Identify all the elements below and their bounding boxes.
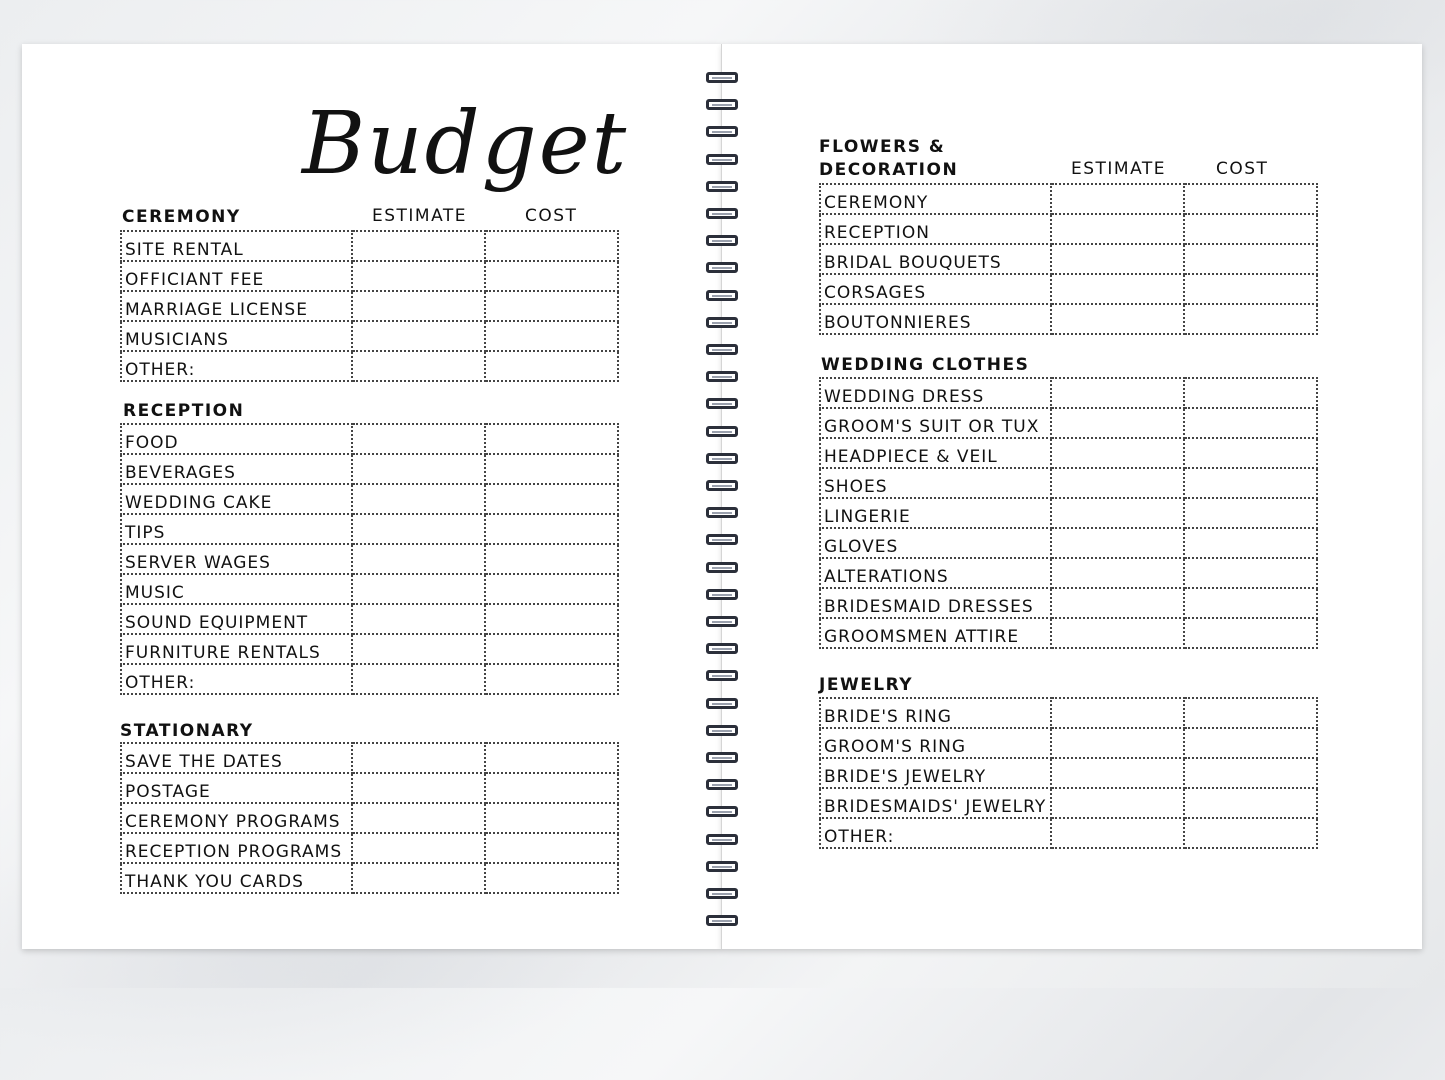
row-label: BRIDAL BOUQUETS <box>820 244 1051 274</box>
table-row <box>820 588 1317 618</box>
cost-cell[interactable] <box>1184 438 1317 468</box>
row-label: HEADPIECE & VEIL <box>820 438 1051 468</box>
spiral-ring <box>706 806 738 817</box>
row-label: POSTAGE <box>121 773 352 803</box>
cost-cell[interactable] <box>1184 818 1317 848</box>
table-row <box>820 698 1317 728</box>
estimate-cell[interactable] <box>1051 468 1184 498</box>
cost-cell[interactable] <box>485 514 618 544</box>
column-header-estimate: ESTIMATE <box>1071 159 1167 179</box>
table-row <box>121 261 618 291</box>
estimate-cell[interactable] <box>1051 244 1184 274</box>
table-row <box>820 468 1317 498</box>
section-heading-reception: RECEPTION <box>123 401 245 421</box>
estimate-cell[interactable] <box>1051 438 1184 468</box>
row-label: MARRIAGE LICENSE <box>121 291 352 321</box>
cost-cell[interactable] <box>1184 468 1317 498</box>
row-label: BRIDE'S JEWELRY <box>820 758 1051 788</box>
cost-cell[interactable] <box>1184 498 1317 528</box>
table-row <box>121 484 618 514</box>
estimate-cell[interactable] <box>352 773 485 803</box>
row-label: TIPS <box>121 514 352 544</box>
table-row <box>121 833 618 863</box>
table-row <box>121 803 618 833</box>
row-label: GROOMSMEN ATTIRE <box>820 618 1051 648</box>
spiral-ring <box>706 589 738 600</box>
cost-cell[interactable] <box>485 351 618 381</box>
spiral-ring <box>706 154 738 165</box>
heading-line: DECORATION <box>819 160 959 180</box>
cost-cell[interactable] <box>1184 274 1317 304</box>
estimate-cell[interactable] <box>1051 558 1184 588</box>
table-row <box>121 291 618 321</box>
table-row <box>820 408 1317 438</box>
estimate-cell[interactable] <box>352 803 485 833</box>
spiral-ring <box>706 480 738 491</box>
estimate-cell[interactable] <box>1051 274 1184 304</box>
cost-cell[interactable] <box>485 231 618 261</box>
spiral-ring <box>706 861 738 872</box>
stationary-table <box>120 742 619 894</box>
spiral-ring <box>706 290 738 301</box>
table-row <box>121 634 618 664</box>
spiral-ring <box>706 562 738 573</box>
cost-cell[interactable] <box>1184 528 1317 558</box>
cost-cell[interactable] <box>1184 588 1317 618</box>
cost-cell[interactable] <box>485 261 618 291</box>
estimate-cell[interactable] <box>1051 304 1184 334</box>
estimate-cell[interactable] <box>1051 528 1184 558</box>
cost-cell[interactable] <box>485 574 618 604</box>
estimate-cell[interactable] <box>352 544 485 574</box>
table-row <box>121 321 618 351</box>
table-row <box>121 351 618 381</box>
row-label: OTHER: <box>121 664 352 694</box>
spiral-ring <box>706 507 738 518</box>
estimate-cell[interactable] <box>1051 618 1184 648</box>
estimate-cell[interactable] <box>352 454 485 484</box>
reception-table <box>120 423 619 695</box>
spiral-ring <box>706 453 738 464</box>
row-label: SITE RENTAL <box>121 231 352 261</box>
spiral-ring <box>706 779 738 790</box>
table-row <box>121 424 618 454</box>
table-row <box>820 558 1317 588</box>
estimate-cell[interactable] <box>352 634 485 664</box>
cost-cell[interactable] <box>485 604 618 634</box>
estimate-cell[interactable] <box>1051 758 1184 788</box>
cost-cell[interactable] <box>485 743 618 773</box>
cost-cell[interactable] <box>485 664 618 694</box>
row-label: OTHER: <box>121 351 352 381</box>
row-label: OFFICIANT FEE <box>121 261 352 291</box>
cost-cell[interactable] <box>485 454 618 484</box>
spiral-ring <box>706 126 738 137</box>
cost-cell[interactable] <box>1184 214 1317 244</box>
estimate-cell[interactable] <box>352 574 485 604</box>
table-row <box>820 184 1317 214</box>
spiral-ring <box>706 834 738 845</box>
spiral-ring <box>706 616 738 627</box>
section-heading-jewelry: JEWELRY <box>819 675 914 695</box>
estimate-cell[interactable] <box>1051 788 1184 818</box>
cost-cell[interactable] <box>485 863 618 893</box>
section-heading-stationary: STATIONARY <box>120 721 254 741</box>
cost-cell[interactable] <box>1184 408 1317 438</box>
estimate-cell[interactable] <box>352 664 485 694</box>
spiral-ring <box>706 643 738 654</box>
table-row <box>121 863 618 893</box>
cost-cell[interactable] <box>1184 618 1317 648</box>
row-label: SERVER WAGES <box>121 544 352 574</box>
estimate-cell[interactable] <box>352 351 485 381</box>
row-label: RECEPTION PROGRAMS <box>121 833 352 863</box>
row-label: FURNITURE RENTALS <box>121 634 352 664</box>
estimate-cell[interactable] <box>352 261 485 291</box>
cost-cell[interactable] <box>485 291 618 321</box>
table-row <box>121 574 618 604</box>
estimate-cell[interactable] <box>1051 184 1184 214</box>
table-row <box>820 758 1317 788</box>
estimate-cell[interactable] <box>352 833 485 863</box>
cost-cell[interactable] <box>1184 758 1317 788</box>
row-label: BEVERAGES <box>121 454 352 484</box>
estimate-cell[interactable] <box>352 743 485 773</box>
row-label: MUSIC <box>121 574 352 604</box>
cost-cell[interactable] <box>485 773 618 803</box>
spiral-ring <box>706 698 738 709</box>
cost-cell[interactable] <box>1184 728 1317 758</box>
spiral-ring <box>706 317 738 328</box>
row-label: SHOES <box>820 468 1051 498</box>
table-row <box>820 244 1317 274</box>
row-label: CORSAGES <box>820 274 1051 304</box>
estimate-cell[interactable] <box>1051 214 1184 244</box>
cost-cell[interactable] <box>485 803 618 833</box>
estimate-cell[interactable] <box>1051 728 1184 758</box>
cost-cell[interactable] <box>485 321 618 351</box>
estimate-cell[interactable] <box>1051 498 1184 528</box>
spiral-ring <box>706 344 738 355</box>
row-label: BRIDESMAIDS' JEWELRY <box>820 788 1051 818</box>
flowers-table <box>819 183 1318 335</box>
row-label: CEREMONY <box>820 184 1051 214</box>
row-label: FOOD <box>121 424 352 454</box>
estimate-cell[interactable] <box>352 424 485 454</box>
spiral-ring <box>706 426 738 437</box>
estimate-cell[interactable] <box>352 863 485 893</box>
row-label: CEREMONY PROGRAMS <box>121 803 352 833</box>
estimate-cell[interactable] <box>1051 408 1184 438</box>
cost-cell[interactable] <box>485 544 618 574</box>
spiral-ring <box>706 181 738 192</box>
spiral-ring <box>706 262 738 273</box>
estimate-cell[interactable] <box>1051 818 1184 848</box>
table-row <box>820 214 1317 244</box>
cost-cell[interactable] <box>1184 304 1317 334</box>
cost-cell[interactable] <box>485 634 618 664</box>
row-label: WEDDING CAKE <box>121 484 352 514</box>
cost-cell[interactable] <box>1184 558 1317 588</box>
cost-cell[interactable] <box>485 833 618 863</box>
row-label: ALTERATIONS <box>820 558 1051 588</box>
estimate-cell[interactable] <box>352 231 485 261</box>
table-row <box>820 728 1317 758</box>
row-label: GROOM'S SUIT OR TUX <box>820 408 1051 438</box>
row-label: THANK YOU CARDS <box>121 863 352 893</box>
row-label: MUSICIANS <box>121 321 352 351</box>
jewelry-table <box>819 697 1318 849</box>
spiral-ring <box>706 371 738 382</box>
spiral-ring <box>706 534 738 545</box>
table-row <box>121 773 618 803</box>
row-label: GROOM'S RING <box>820 728 1051 758</box>
spiral-binding <box>704 72 744 932</box>
row-label: SAVE THE DATES <box>121 743 352 773</box>
estimate-cell[interactable] <box>352 604 485 634</box>
table-row <box>820 618 1317 648</box>
row-label: SOUND EQUIPMENT <box>121 604 352 634</box>
section-heading-clothes: WEDDING CLOTHES <box>821 355 1030 375</box>
section-heading-ceremony: CEREMONY <box>122 207 241 227</box>
spiral-ring <box>706 398 738 409</box>
spiral-ring <box>706 235 738 246</box>
cost-cell[interactable] <box>485 424 618 454</box>
estimate-cell[interactable] <box>1051 378 1184 408</box>
row-label: RECEPTION <box>820 214 1051 244</box>
table-row <box>820 528 1317 558</box>
row-label: BOUTONNIERES <box>820 304 1051 334</box>
cost-cell[interactable] <box>1184 378 1317 408</box>
clothes-table <box>819 377 1318 649</box>
cost-cell[interactable] <box>1184 788 1317 818</box>
table-row <box>121 664 618 694</box>
table-row <box>121 544 618 574</box>
table-row <box>820 438 1317 468</box>
row-label: BRIDE'S RING <box>820 698 1051 728</box>
column-header-cost: COST <box>1216 159 1269 179</box>
estimate-cell[interactable] <box>352 291 485 321</box>
estimate-cell[interactable] <box>352 484 485 514</box>
page-title: Budget <box>302 94 629 194</box>
spiral-ring <box>706 208 738 219</box>
column-header-cost: COST <box>525 206 578 226</box>
estimate-cell[interactable] <box>1051 698 1184 728</box>
spiral-ring <box>706 725 738 736</box>
row-label: BRIDESMAID DRESSES <box>820 588 1051 618</box>
cost-cell[interactable] <box>485 484 618 514</box>
heading-line: FLOWERS & <box>819 137 946 157</box>
spiral-ring <box>706 752 738 763</box>
table-row <box>820 818 1317 848</box>
spiral-ring <box>706 99 738 110</box>
row-label: WEDDING DRESS <box>820 378 1051 408</box>
estimate-cell[interactable] <box>352 321 485 351</box>
left-page <box>22 44 722 949</box>
table-row <box>820 788 1317 818</box>
cost-cell[interactable] <box>1184 184 1317 214</box>
spiral-ring <box>706 915 738 926</box>
table-row <box>820 378 1317 408</box>
table-row <box>820 274 1317 304</box>
table-row <box>121 743 618 773</box>
table-row <box>121 231 618 261</box>
estimate-cell[interactable] <box>352 514 485 544</box>
cost-cell[interactable] <box>1184 244 1317 274</box>
table-row <box>121 454 618 484</box>
table-row <box>121 604 618 634</box>
row-label: OTHER: <box>820 818 1051 848</box>
spiral-ring <box>706 888 738 899</box>
spiral-ring <box>706 670 738 681</box>
ceremony-table <box>120 230 619 382</box>
cost-cell[interactable] <box>1184 698 1317 728</box>
section-heading-flowers <box>819 136 958 182</box>
estimate-cell[interactable] <box>1051 588 1184 618</box>
spiral-ring <box>706 72 738 83</box>
column-header-estimate: ESTIMATE <box>372 206 468 226</box>
table-row <box>820 498 1317 528</box>
row-label: GLOVES <box>820 528 1051 558</box>
right-page <box>722 44 1422 949</box>
table-row <box>820 304 1317 334</box>
table-row <box>121 514 618 544</box>
row-label: LINGERIE <box>820 498 1051 528</box>
